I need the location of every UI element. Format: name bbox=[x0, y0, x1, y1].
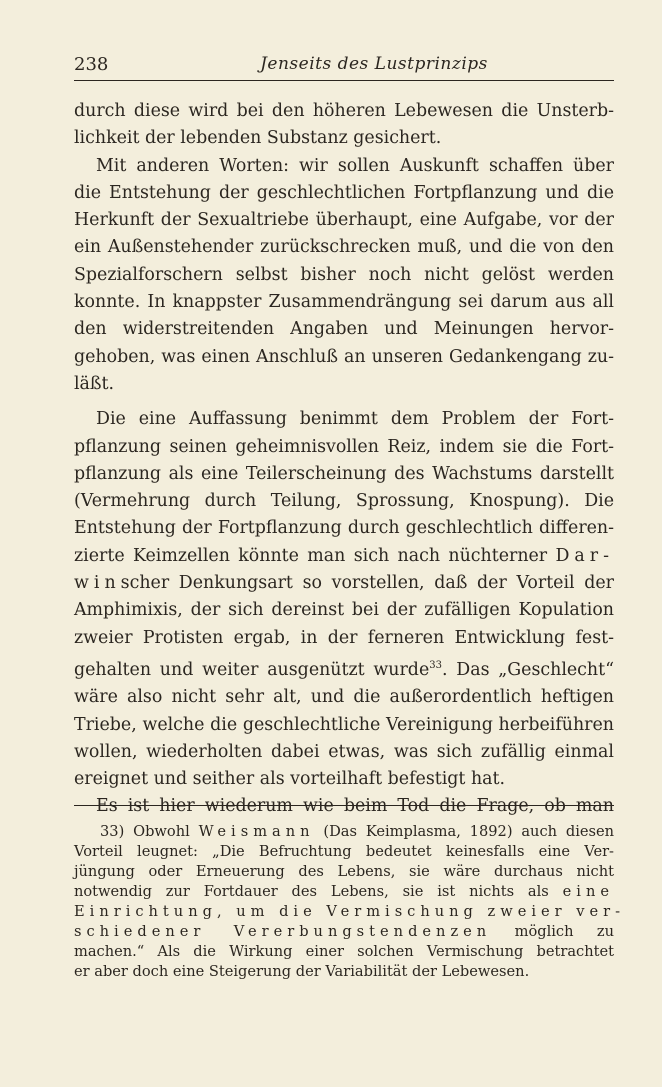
text-segment: möglich zu bbox=[514, 923, 614, 940]
page-number: 238 bbox=[74, 54, 109, 75]
spaced-word: eine bbox=[562, 883, 614, 900]
footnote-ref: 33 bbox=[429, 659, 442, 671]
text-line: durch diese wird bei den höheren Lebewesen die Unsterb- bbox=[74, 101, 614, 121]
text-line: (Vermehrung durch Teilung, Sprossung, Knospung). Die bbox=[74, 491, 614, 512]
text-line: Die eine Auffassung benimmt dem Problem der Fort- bbox=[96, 409, 614, 430]
text-segment: scher Denkungsart so vorstellen, daß der Vorteil der bbox=[120, 573, 614, 594]
text-line bbox=[74, 543, 614, 570]
footnote-line: Einrichtung, um die Vermischung zweier ver- bbox=[74, 903, 626, 920]
text-line: ereignet und seither als vorteilhaft befestigt hat. bbox=[74, 769, 506, 790]
text-line: die Entstehung der geschlechtlichen Fortpflanzung und die bbox=[74, 182, 614, 203]
footnote-line: Vorteil leugnet: „Die Befruchtung bedeutet keinesfalls eine Ver- bbox=[74, 843, 614, 860]
main-text bbox=[74, 98, 614, 821]
spaced-name: Weismann bbox=[198, 823, 315, 840]
footnote-line bbox=[74, 882, 614, 902]
spaced-name: Dar- bbox=[555, 545, 614, 566]
text-line: wäre also nicht sehr alt, und die außerordentlich heftigen bbox=[74, 687, 614, 708]
text-line: konnte. In knappster Zusammendrängung sei darum aus all bbox=[74, 292, 614, 313]
paragraph-4 bbox=[74, 793, 614, 820]
text-line: Es ist hier wiederum wie beim Tod die Frage, ob man bbox=[96, 796, 614, 817]
text-line bbox=[74, 652, 614, 684]
text-line: zweier Protisten ergab, in der ferneren Entwicklung fest- bbox=[74, 627, 614, 648]
text-line bbox=[74, 570, 614, 597]
text-line: Amphimixis, der sich dereinst bei der zufälligen Kopulation bbox=[74, 600, 614, 621]
footnote-line bbox=[74, 822, 614, 842]
text-segment: Obwohl bbox=[133, 823, 190, 840]
running-title: Jenseits des Lustprinzips bbox=[260, 54, 488, 74]
text-segment: notwendig zur Fortdauer des Lebens, sie ist nichts als bbox=[74, 883, 549, 900]
text-line: gehoben, was einen Anschluß an unseren Gedankengang zu- bbox=[74, 346, 614, 367]
page-header bbox=[74, 52, 614, 81]
text-line: wollen, wiederholten dabei etwas, was sich zufällig einmal bbox=[74, 741, 614, 762]
text-segment: zierte Keimzellen könnte man sich nach nüchterner bbox=[74, 545, 548, 566]
text-segment: . Das „Geschlecht“ bbox=[441, 659, 614, 680]
text-line: lichkeit der lebenden Substanz gesichert. bbox=[74, 128, 442, 149]
text-line: den widerstreitenden Angaben und Meinungen hervor- bbox=[74, 319, 614, 340]
spaced-name: win bbox=[74, 573, 121, 594]
text-segment: (Das Keimplasma, 1892) auch diesen bbox=[323, 823, 615, 840]
footnote-line: er aber doch eine Steigerung der Variabilität der Lebewesen. bbox=[74, 963, 530, 980]
footnote-line: jüngung oder Erneuerung des Lebens, sie wäre durchaus nicht bbox=[74, 863, 614, 880]
footnote-line bbox=[74, 922, 614, 942]
paragraph-3 bbox=[74, 406, 614, 793]
text-line: Spezialforschern selbst bisher noch nicht gelöst werden bbox=[74, 264, 614, 285]
text-line: pflanzung seinen geheimnisvollen Reiz, indem sie die Fort- bbox=[74, 436, 614, 457]
spaced-phrase: schiedener Vererbungstendenzen bbox=[74, 923, 492, 940]
text-line: Mit anderen Worten: wir sollen Auskunft schaffen über bbox=[96, 155, 614, 176]
footnote-line: machen.“ Als die Wirkung einer solchen Vermischung betrachtet bbox=[74, 943, 614, 960]
paragraph-2 bbox=[74, 153, 614, 399]
text-segment: gehalten und weiter ausgenützt wurde bbox=[74, 659, 430, 680]
text-line: Herkunft der Sexualtriebe überhaupt, eine Aufgabe, vor der bbox=[74, 210, 614, 231]
text-line: läßt. bbox=[74, 373, 115, 394]
text-line: pflanzung als eine Teilerscheinung des Wachstums darstellt bbox=[74, 463, 614, 484]
paragraph-1 bbox=[74, 98, 614, 153]
text-line: Triebe, welche die geschlechtliche Vereinigung herbeiführen bbox=[74, 714, 614, 735]
text-line: ein Außenstehender zurückschrecken muß, und die von den bbox=[74, 237, 614, 258]
text-line: Entstehung der Fortpflanzung durch geschlechtlich differen- bbox=[74, 518, 614, 539]
footnote-divider bbox=[74, 805, 614, 806]
footnote-number: 33) bbox=[100, 823, 125, 840]
footnote bbox=[74, 822, 626, 982]
